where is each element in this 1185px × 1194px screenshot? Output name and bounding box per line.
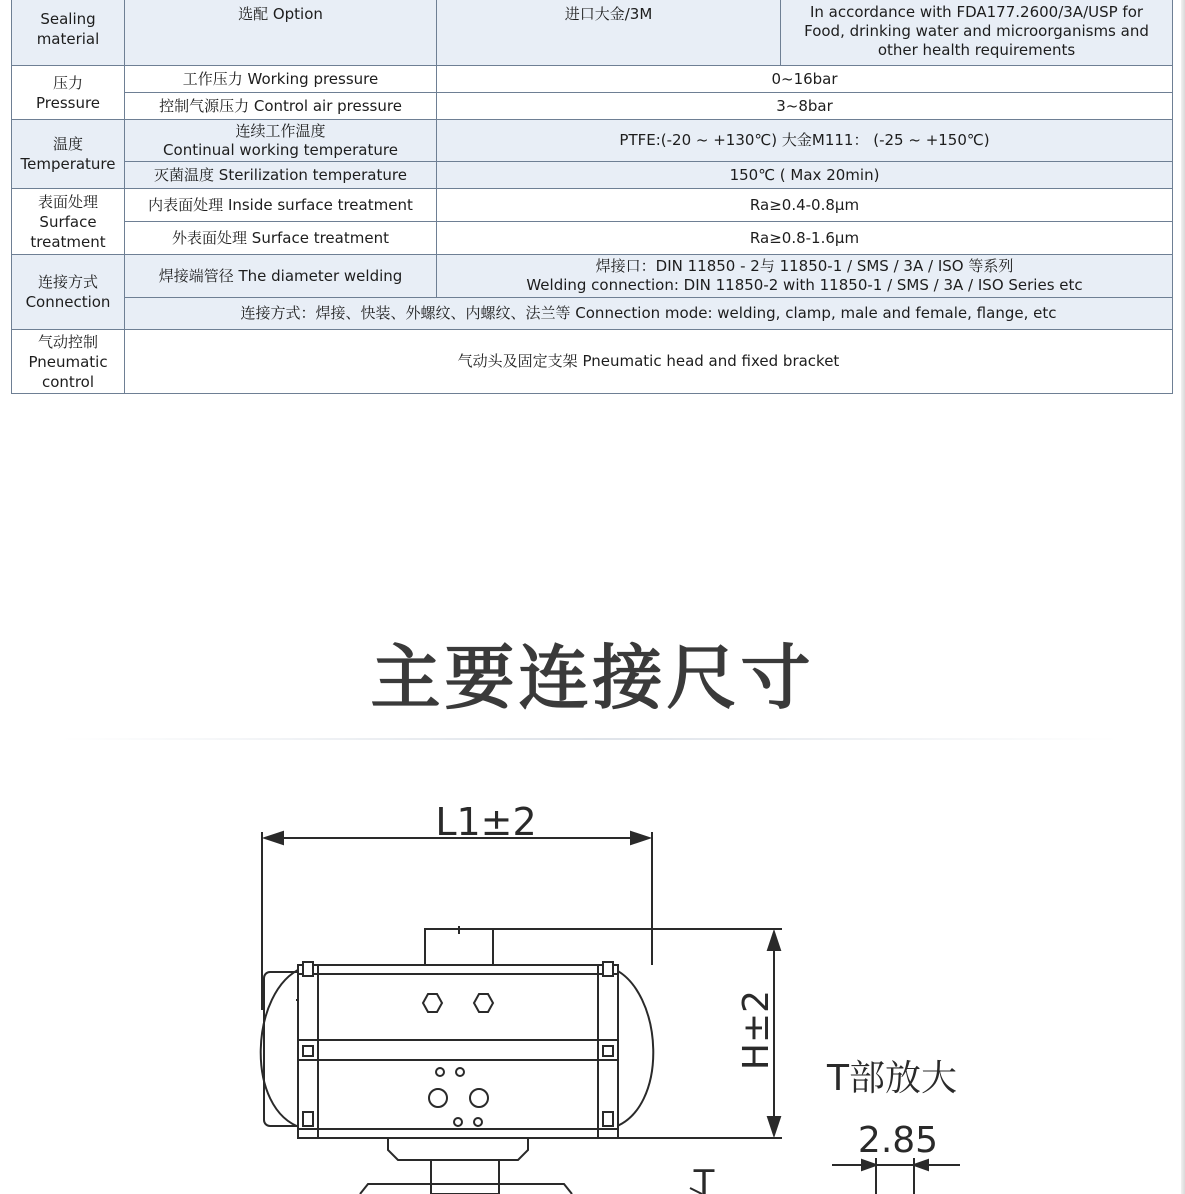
category-pneumatic-control: 气动控制 Pneumatic control xyxy=(12,330,125,394)
actuator-dimension-drawing xyxy=(0,790,1185,1194)
table-row-connection-mode xyxy=(12,298,1173,330)
param-option: 选配 Option xyxy=(125,0,437,66)
table-row-control-air-pressure xyxy=(12,93,1173,120)
param-working-pressure: 工作压力 Working pressure xyxy=(125,66,437,93)
page-edge xyxy=(1181,0,1185,1194)
value-outer-surface: Ra≥0.8-1.6μm xyxy=(437,222,1173,255)
dimension-length-label: L1±2 xyxy=(435,800,537,844)
value-option-compliance: In accordance with FDA177.2600/3A/USP for Food, drinking water and microorganisms and other health requirements xyxy=(781,0,1173,66)
section-title: 主要连接尺寸 xyxy=(370,637,815,719)
table-row-pneumatic-control xyxy=(12,330,1173,394)
value-inside-surface: Ra≥0.4-0.8μm xyxy=(437,189,1173,222)
dimension-height-label: H±2 xyxy=(736,989,777,1071)
value-welding-connection: 焊接口：DIN 11850 - 2与 11850-1 / SMS / 3A / ISO 等系列 Welding connection: DIN 11850-2 with 11850-1 / SMS / 3A / ISO Series etc xyxy=(437,255,1173,298)
value-continual-temperature: PTFE:(-20 ~ +130℃) 大金M111： (-25 ~ +150℃) xyxy=(437,120,1173,162)
param-control-air-pressure: 控制气源压力 Control air pressure xyxy=(125,93,437,120)
param-inside-surface: 内表面处理 Inside surface treatment xyxy=(125,189,437,222)
actuator-body xyxy=(261,926,654,1194)
param-welding-diameter: 焊接端管径 The diameter welding xyxy=(125,255,437,298)
value-option-material: 进口大金/3M xyxy=(437,0,781,66)
category-temperature: 温度 Temperature xyxy=(12,120,125,189)
table-row-outer-surface xyxy=(12,222,1173,255)
detail-dimension-label: 2.85 xyxy=(857,1120,939,1161)
value-control-air-pressure: 3~8bar xyxy=(437,93,1173,120)
value-pneumatic-control: 气动头及固定支架 Pneumatic head and fixed bracket xyxy=(125,330,1173,394)
param-continual-temperature: 连续工作温度 Continual working temperature xyxy=(125,120,437,162)
value-connection-mode: 连接方式：焊接、快装、外螺纹、内螺纹、法兰等 Connection mode: welding, clamp, male and female, flange, etc xyxy=(125,298,1173,330)
param-sterilization-temperature: 灭菌温度 Sterilization temperature xyxy=(125,162,437,189)
detail-t-marks xyxy=(690,1158,960,1194)
detail-title: T部放大 xyxy=(827,1058,957,1099)
divider xyxy=(60,738,1120,740)
category-surface-treatment: 表面处理 Surface treatment xyxy=(12,189,125,255)
table-row-working-pressure xyxy=(12,66,1173,93)
value-working-pressure: 0~16bar xyxy=(437,66,1173,93)
category-connection: 连接方式 Connection xyxy=(12,255,125,330)
table-row-continual-temperature xyxy=(12,120,1173,162)
category-sealing-material: Sealing material xyxy=(12,0,125,66)
table-row-welding-diameter xyxy=(12,255,1173,298)
section-mark-label: T xyxy=(693,1163,715,1194)
spec-table xyxy=(11,0,1173,394)
value-sterilization-temperature: 150℃ ( Max 20min) xyxy=(437,162,1173,189)
table-row-inside-surface xyxy=(12,189,1173,222)
category-pressure: 压力 Pressure xyxy=(12,66,125,120)
table-row-sealing xyxy=(12,0,1173,66)
param-outer-surface: 外表面处理 Surface treatment xyxy=(125,222,437,255)
table-row-sterilization-temperature xyxy=(12,162,1173,189)
